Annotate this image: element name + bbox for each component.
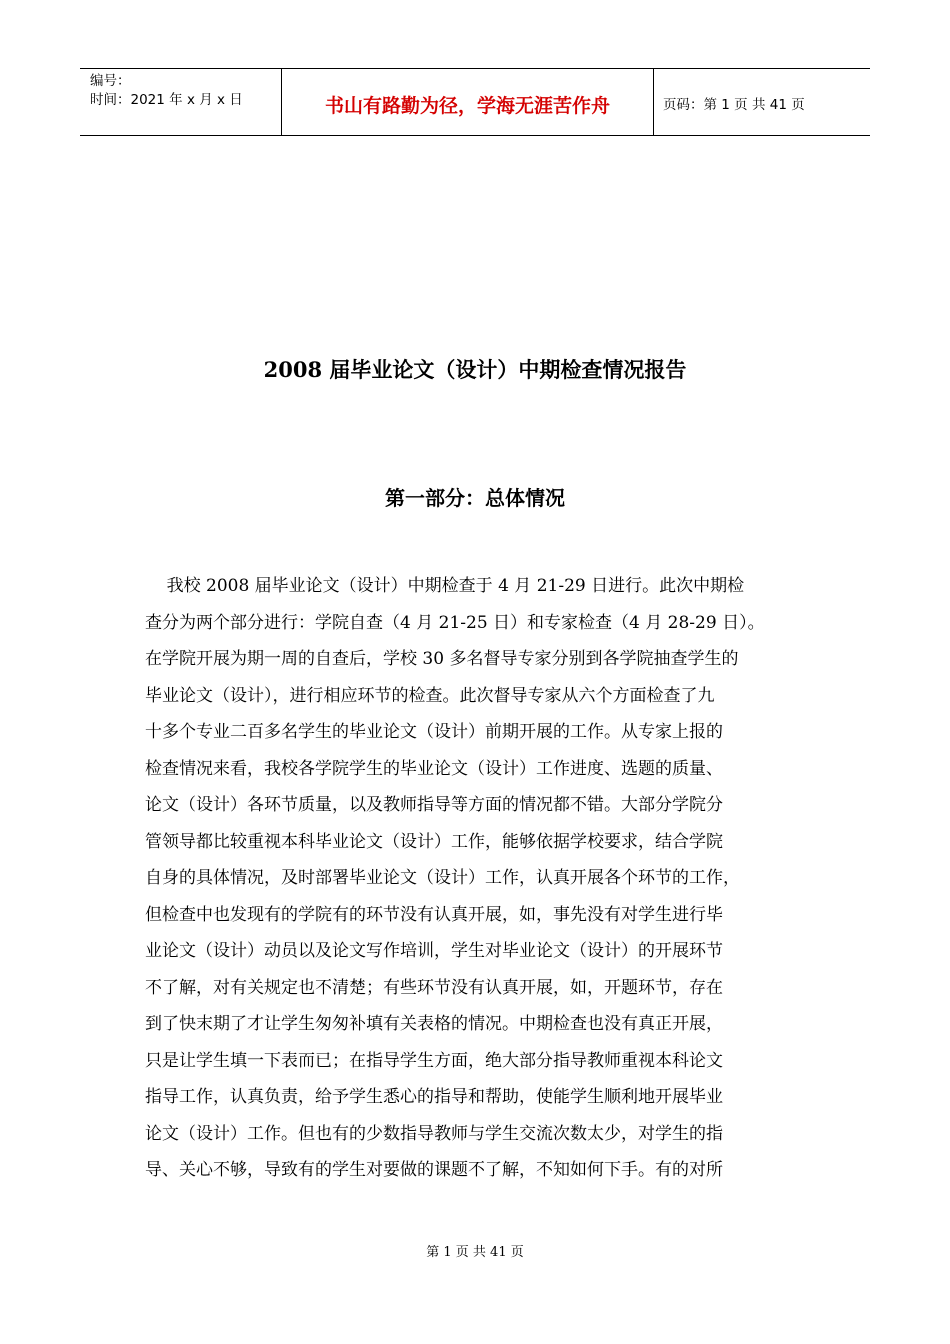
paragraph-line: 我校 2008 届毕业论文（设计）中期检查于 4 月 21-29 日进行。此次中期检: [145, 576, 745, 596]
paragraph-line: 论文（设计）工作。但也有的少数指导教师与学生交流次数太少，对学生的指: [145, 1123, 723, 1144]
header-info-cell: [80, 69, 282, 135]
header-page-cell: [654, 69, 870, 135]
header-table: [80, 68, 870, 136]
page-footer: 第 1 页 共 41 页: [426, 1245, 524, 1260]
paragraph-line: 但检查中也发现有的学院有的环节没有认真开展，如，事先没有对学生进行毕: [145, 904, 723, 925]
paragraph-line: 指导工作，认真负责，给予学生悉心的指导和帮助，使能学生顺利地开展毕业: [145, 1087, 723, 1107]
paragraph-line: 只是让学生填一下表而已；在指导学生方面，绝大部分指导教师重视本科论文: [145, 1050, 723, 1071]
paragraph-line: 导、关心不够，导致有的学生对要做的课题不了解，不知如何下手。有的对所: [145, 1160, 723, 1180]
paragraph-line: 检查情况来看，我校各学院学生的毕业论文（设计）工作进度、选题的质量、: [145, 758, 723, 779]
paragraph-line: 毕业论文（设计），进行相应环节的检查。此次督导专家从六个方面检查了九: [145, 685, 715, 706]
number-label: 编号：: [90, 73, 131, 89]
paragraph-line: 查分为两个部分进行：学院自查（4 月 21-25 日）和专家检查（4 月 28-29 日）。: [145, 612, 765, 633]
paragraph-line: 不了解，对有关规定也不清楚；有些环节没有认真开展，如，开题环节，存在: [145, 977, 723, 998]
paragraph-line: 在学院开展为期一周的自查后，学校 30 多名督导专家分别到各学院抽查学生的: [145, 649, 739, 669]
paragraph-line: 管领导都比较重视本科毕业论文（设计）工作，能够依据学校要求，结合学院: [145, 831, 723, 852]
section-title: 第一部分：总体情况: [385, 486, 565, 510]
header-motto-cell: [282, 69, 654, 135]
body-paragraph: [145, 568, 825, 1189]
paragraph-line: 自身的具体情况，及时部署毕业论文（设计）工作，认真开展各个环节的工作，: [145, 868, 740, 888]
paragraph-line: 十多个专业二百多名学生的毕业论文（设计）前期开展的工作。从专家上报的: [145, 722, 723, 742]
motto-text: 书山有路勤为径，学海无涯苦作舟: [324, 94, 610, 117]
paragraph-line: 论文（设计）各环节质量，以及教师指导等方面的情况都不错。大部分学院分: [145, 795, 723, 815]
page-label: 页码：第 1 页 共 41 页: [663, 97, 805, 113]
document-title: 2008 届毕业论文（设计）中期检查情况报告: [263, 357, 687, 382]
paragraph-line: 业论文（设计）动员以及论文写作培训，学生对毕业论文（设计）的开展环节: [145, 941, 723, 961]
paragraph-line: 到了快末期了才让学生匆匆补填有关表格的情况。中期检查也没有真正开展，: [145, 1014, 723, 1034]
time-label: 时间：2021 年 x 月 x 日: [90, 92, 243, 108]
